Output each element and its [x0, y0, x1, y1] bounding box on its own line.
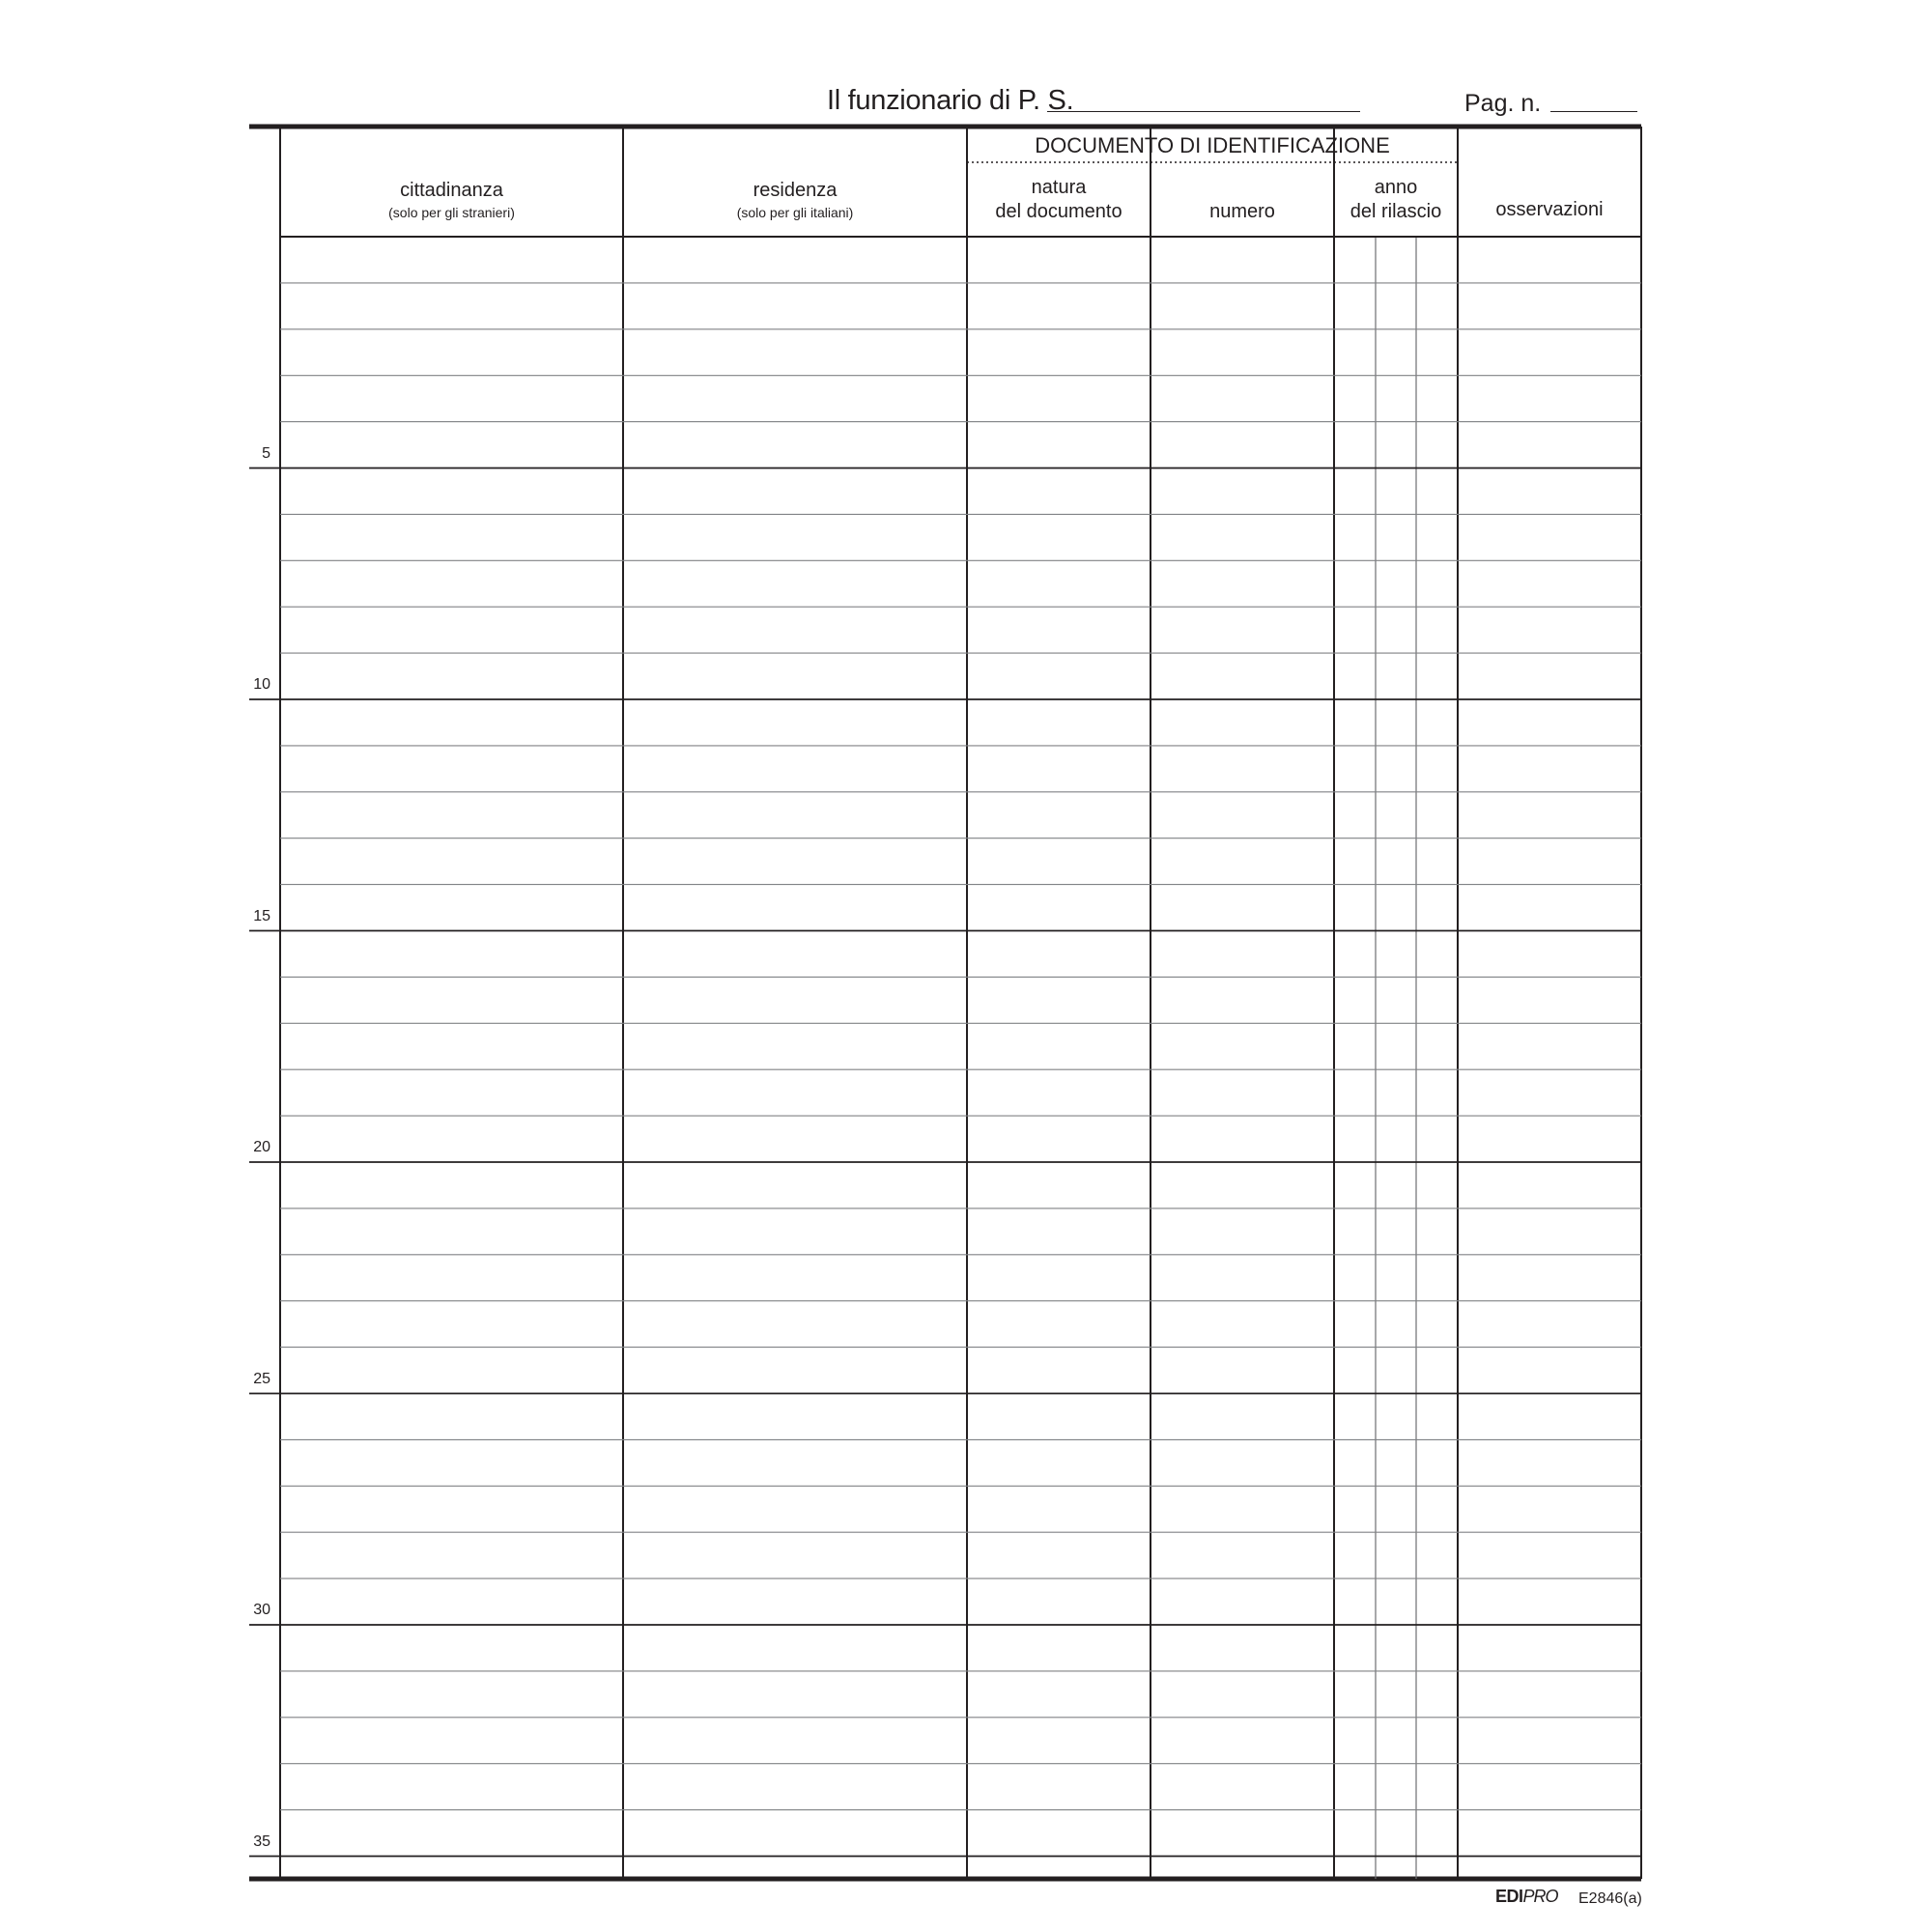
group-header-identification-document: DOCUMENTO DI IDENTIFICAZIONE — [1035, 133, 1390, 157]
row-number-20: 20 — [253, 1139, 270, 1155]
column-header-observations: osservazioni — [1495, 199, 1604, 220]
column-label-citizenship: cittadinanza — [400, 180, 503, 201]
column-label-document-type-2: del documento — [995, 201, 1122, 222]
row-number-25: 25 — [253, 1370, 270, 1387]
row-number-15: 15 — [253, 907, 270, 924]
column-header-citizenship — [280, 179, 623, 222]
row-number-30: 30 — [253, 1602, 270, 1618]
publisher-logo: EDIPRO — [1495, 1887, 1558, 1906]
official-label: Il funzionario di P. S. — [827, 85, 1074, 116]
column-header-document-type — [967, 176, 1151, 224]
row-number-10: 10 — [253, 676, 270, 693]
column-sublabel-citizenship: (solo per gli stranieri) — [388, 205, 515, 220]
column-label-document-type-1: natura — [1031, 177, 1087, 198]
column-label-issue-year-1: anno — [1374, 177, 1418, 198]
row-number-35: 35 — [253, 1833, 270, 1850]
column-header-residence — [623, 179, 967, 222]
form-code: E2846(a) — [1578, 1890, 1642, 1907]
row-number-5: 5 — [262, 444, 270, 462]
column-label-residence: residenza — [753, 180, 838, 201]
page-number-label: Pag. n. — [1464, 90, 1542, 117]
column-sublabel-residence: (solo per gli italiani) — [736, 205, 854, 220]
column-label-issue-year-2: del rilascio — [1350, 201, 1442, 222]
column-header-number: numero — [1209, 201, 1275, 222]
column-header-issue-year — [1334, 176, 1458, 224]
